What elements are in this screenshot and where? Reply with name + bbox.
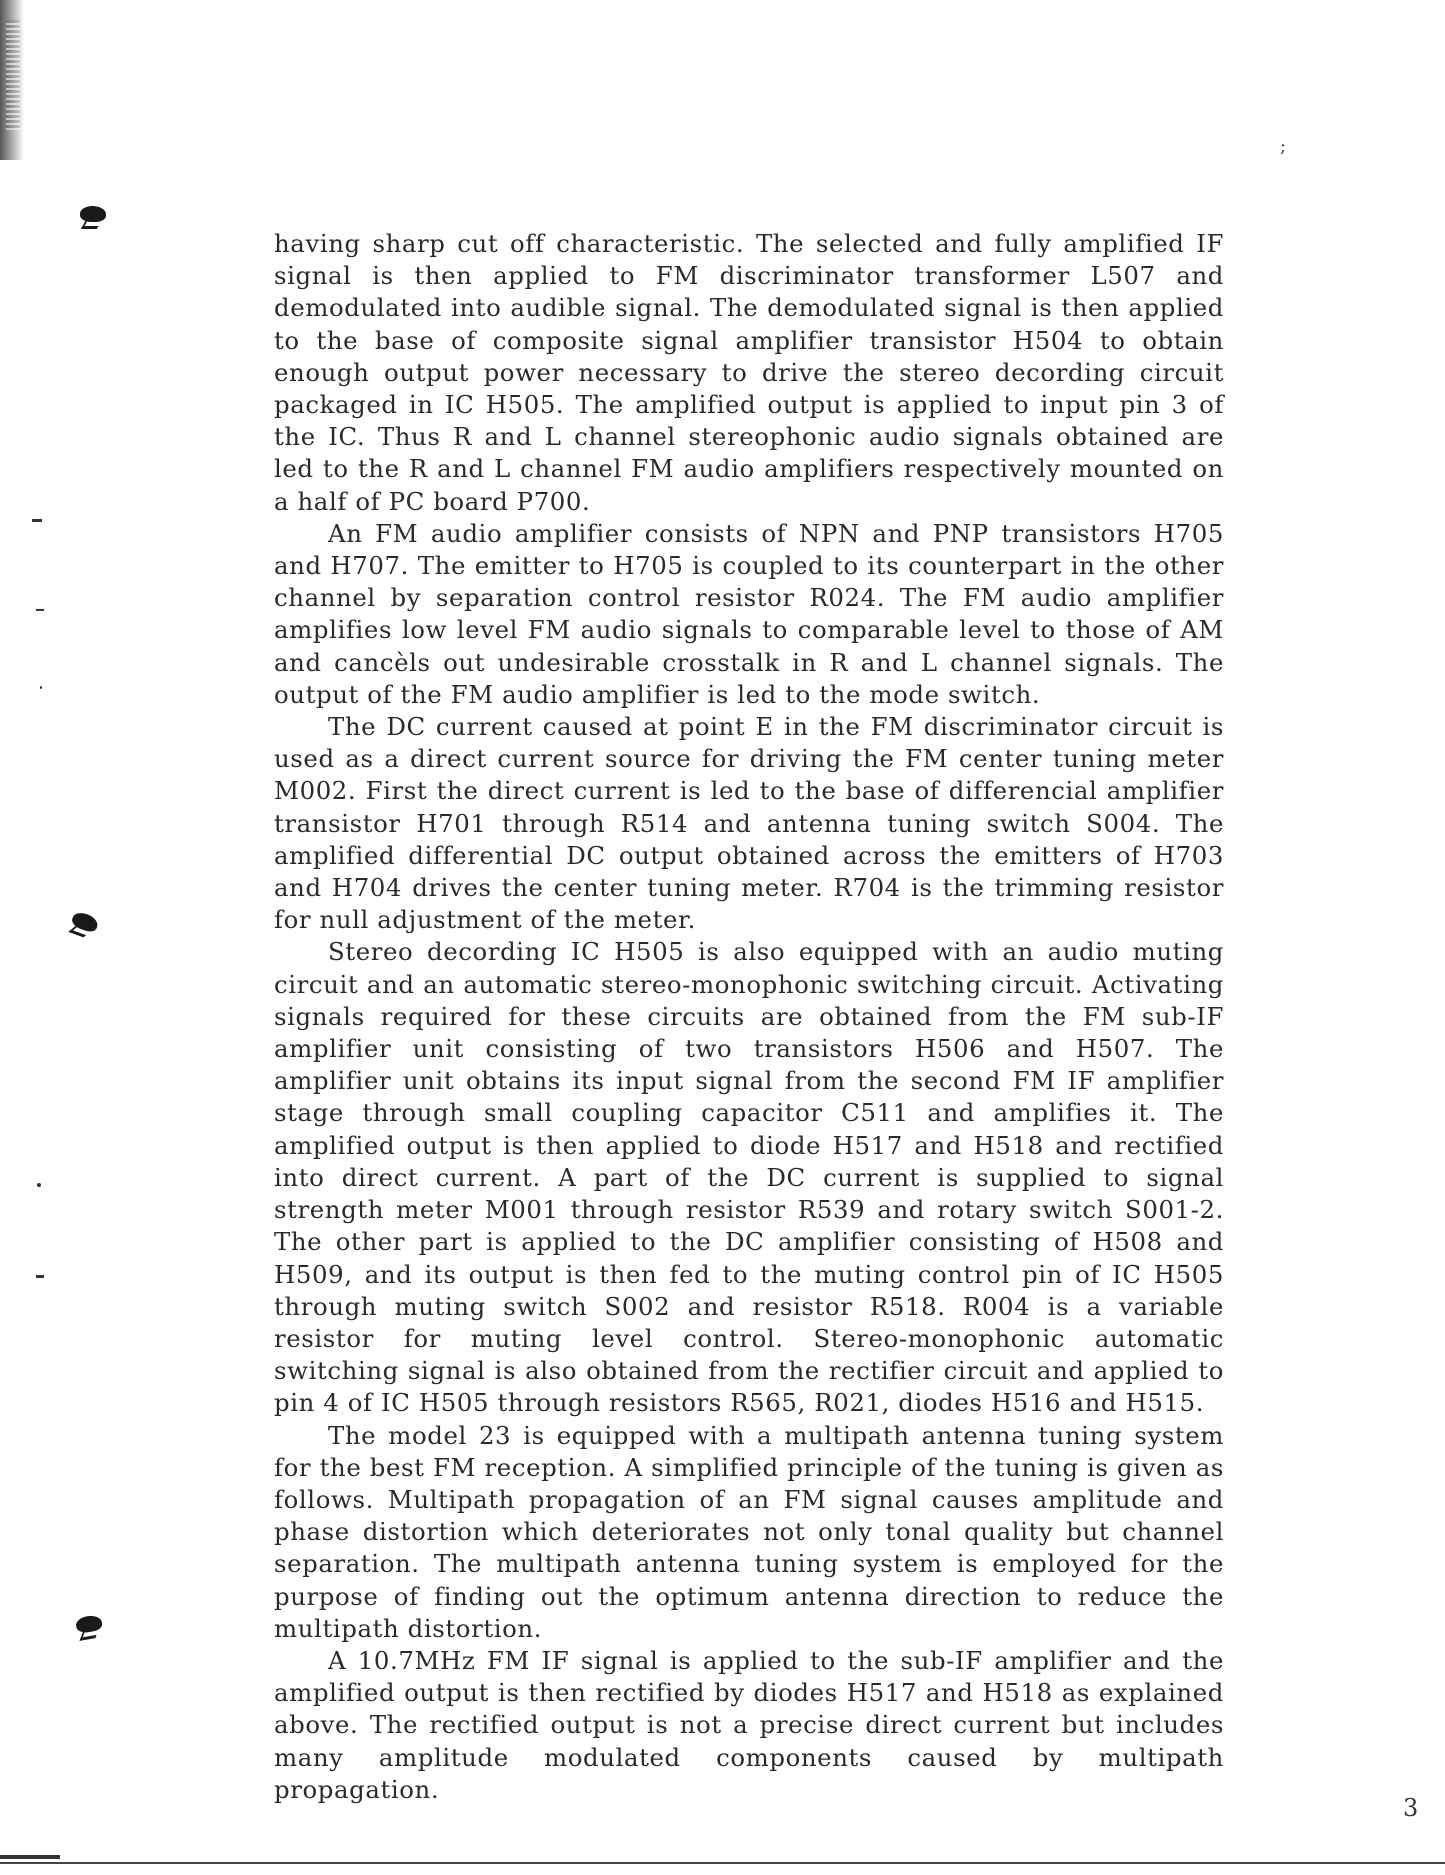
scan-bottom-tick [0, 1855, 60, 1859]
binder-punch-mark [75, 1614, 103, 1634]
page-number: 3 [1403, 1794, 1419, 1822]
paragraph: Stereo decording IC H505 is also equipped with an audio muting circuit and an automatic stereo-monophonic switching circuit. Activating signals required for these circuits are obtained from the FM sub-IF amplifier unit consisting of two transistors H506 and H507. The amplifier unit obtains its input signal from the second FM IF amplifier stage through small coupling capacitor C511 and amplifies it. The amplified output is then applied to diode H517 and H518 and rectified into direct current. A part of the DC current is supplied to signal strength meter M001 through resistor R539 and rotary switch S001-2. The other part is applied to the DC amplifier consisting of H508 and H509, and its output is then fed to the muting control pin of IC H505 through muting switch S002 and resistor R518. R004 is a variable resistor for muting level control. Stereo-monophonic automatic switching signal is also obtained from the rectifier circuit and applied to pin 4 of IC H505 through resistors R565, R021, diodes H516 and H515. [274, 937, 1224, 1418]
scan-dash-mark [36, 609, 44, 611]
binder-punch-mark [80, 206, 106, 222]
paragraph: An FM audio amplifier consists of NPN and PNP transistors H705 and H707. The emitter to H705 is coupled to its counterpart in the other channel by separation control resistor R024. The FM audio amplifier amplifies low level FM audio signals to comparable level to those of AM and cancèls out undesirable crosstalk in R and L channel signals. The output of the FM audio amplifier is led to the mode switch. [274, 518, 1224, 709]
paragraph: The DC current caused at point E in the FM discriminator circuit is used as a direct current source for driving the FM center tuning meter M002. First the direct current is led to the base of differencial amplifier transistor H701 through R514 and antenna tuning switch S004. The amplified differential DC output obtained across the emitters of H703 and H704 drives the center tuning meter. R704 is the trimming resistor for null adjustment of the meter. [274, 712, 1224, 935]
scan-dot-mark [37, 1183, 41, 1187]
body-text [274, 228, 1224, 1806]
corner-mark: ; [1280, 136, 1287, 157]
scan-dot-mark [40, 686, 42, 689]
scan-dash-mark [32, 519, 42, 522]
scan-dash-mark [36, 1275, 44, 1278]
paragraph: A 10.7MHz FM IF signal is applied to the sub-IF amplifier and the amplified output is then rectified by diodes H517 and H518 as explained above. The rectified output is not a precise direct current but includes many amplitude modulated components caused by multipath propagation. [274, 1645, 1224, 1804]
paragraph: having sharp cut off characteristic. The selected and fully amplified IF signal is then applied to FM discriminator transformer L507 and demodulated into audible signal. The demodulated signal is then applied to the base of composite signal amplifier transistor H504 to obtain enough output power necessary to drive the stereo decording circuit packaged in IC H505. The amplified output is applied to input pin 3 of the IC. Thus R and L channel stereophonic audio signals obtained are led to the R and L channel FM audio amplifiers respectively mounted on a half of PC board P700. [274, 229, 1224, 516]
binder-punch-mark [70, 910, 100, 934]
scan-edge-artifact [0, 0, 24, 160]
scan-bottom-rule [0, 1862, 1445, 1864]
paragraph: The model 23 is equipped with a multipath antenna tuning system for the best FM reception. A simplified principle of the tuning is given as follows. Multipath propagation of an FM signal causes amplitude and phase distortion which deteriorates not only tonal quality but channel separation. The multipath antenna tuning system is employed for the purpose of finding out the optimum antenna direction to reduce the multipath distortion. [274, 1420, 1224, 1643]
